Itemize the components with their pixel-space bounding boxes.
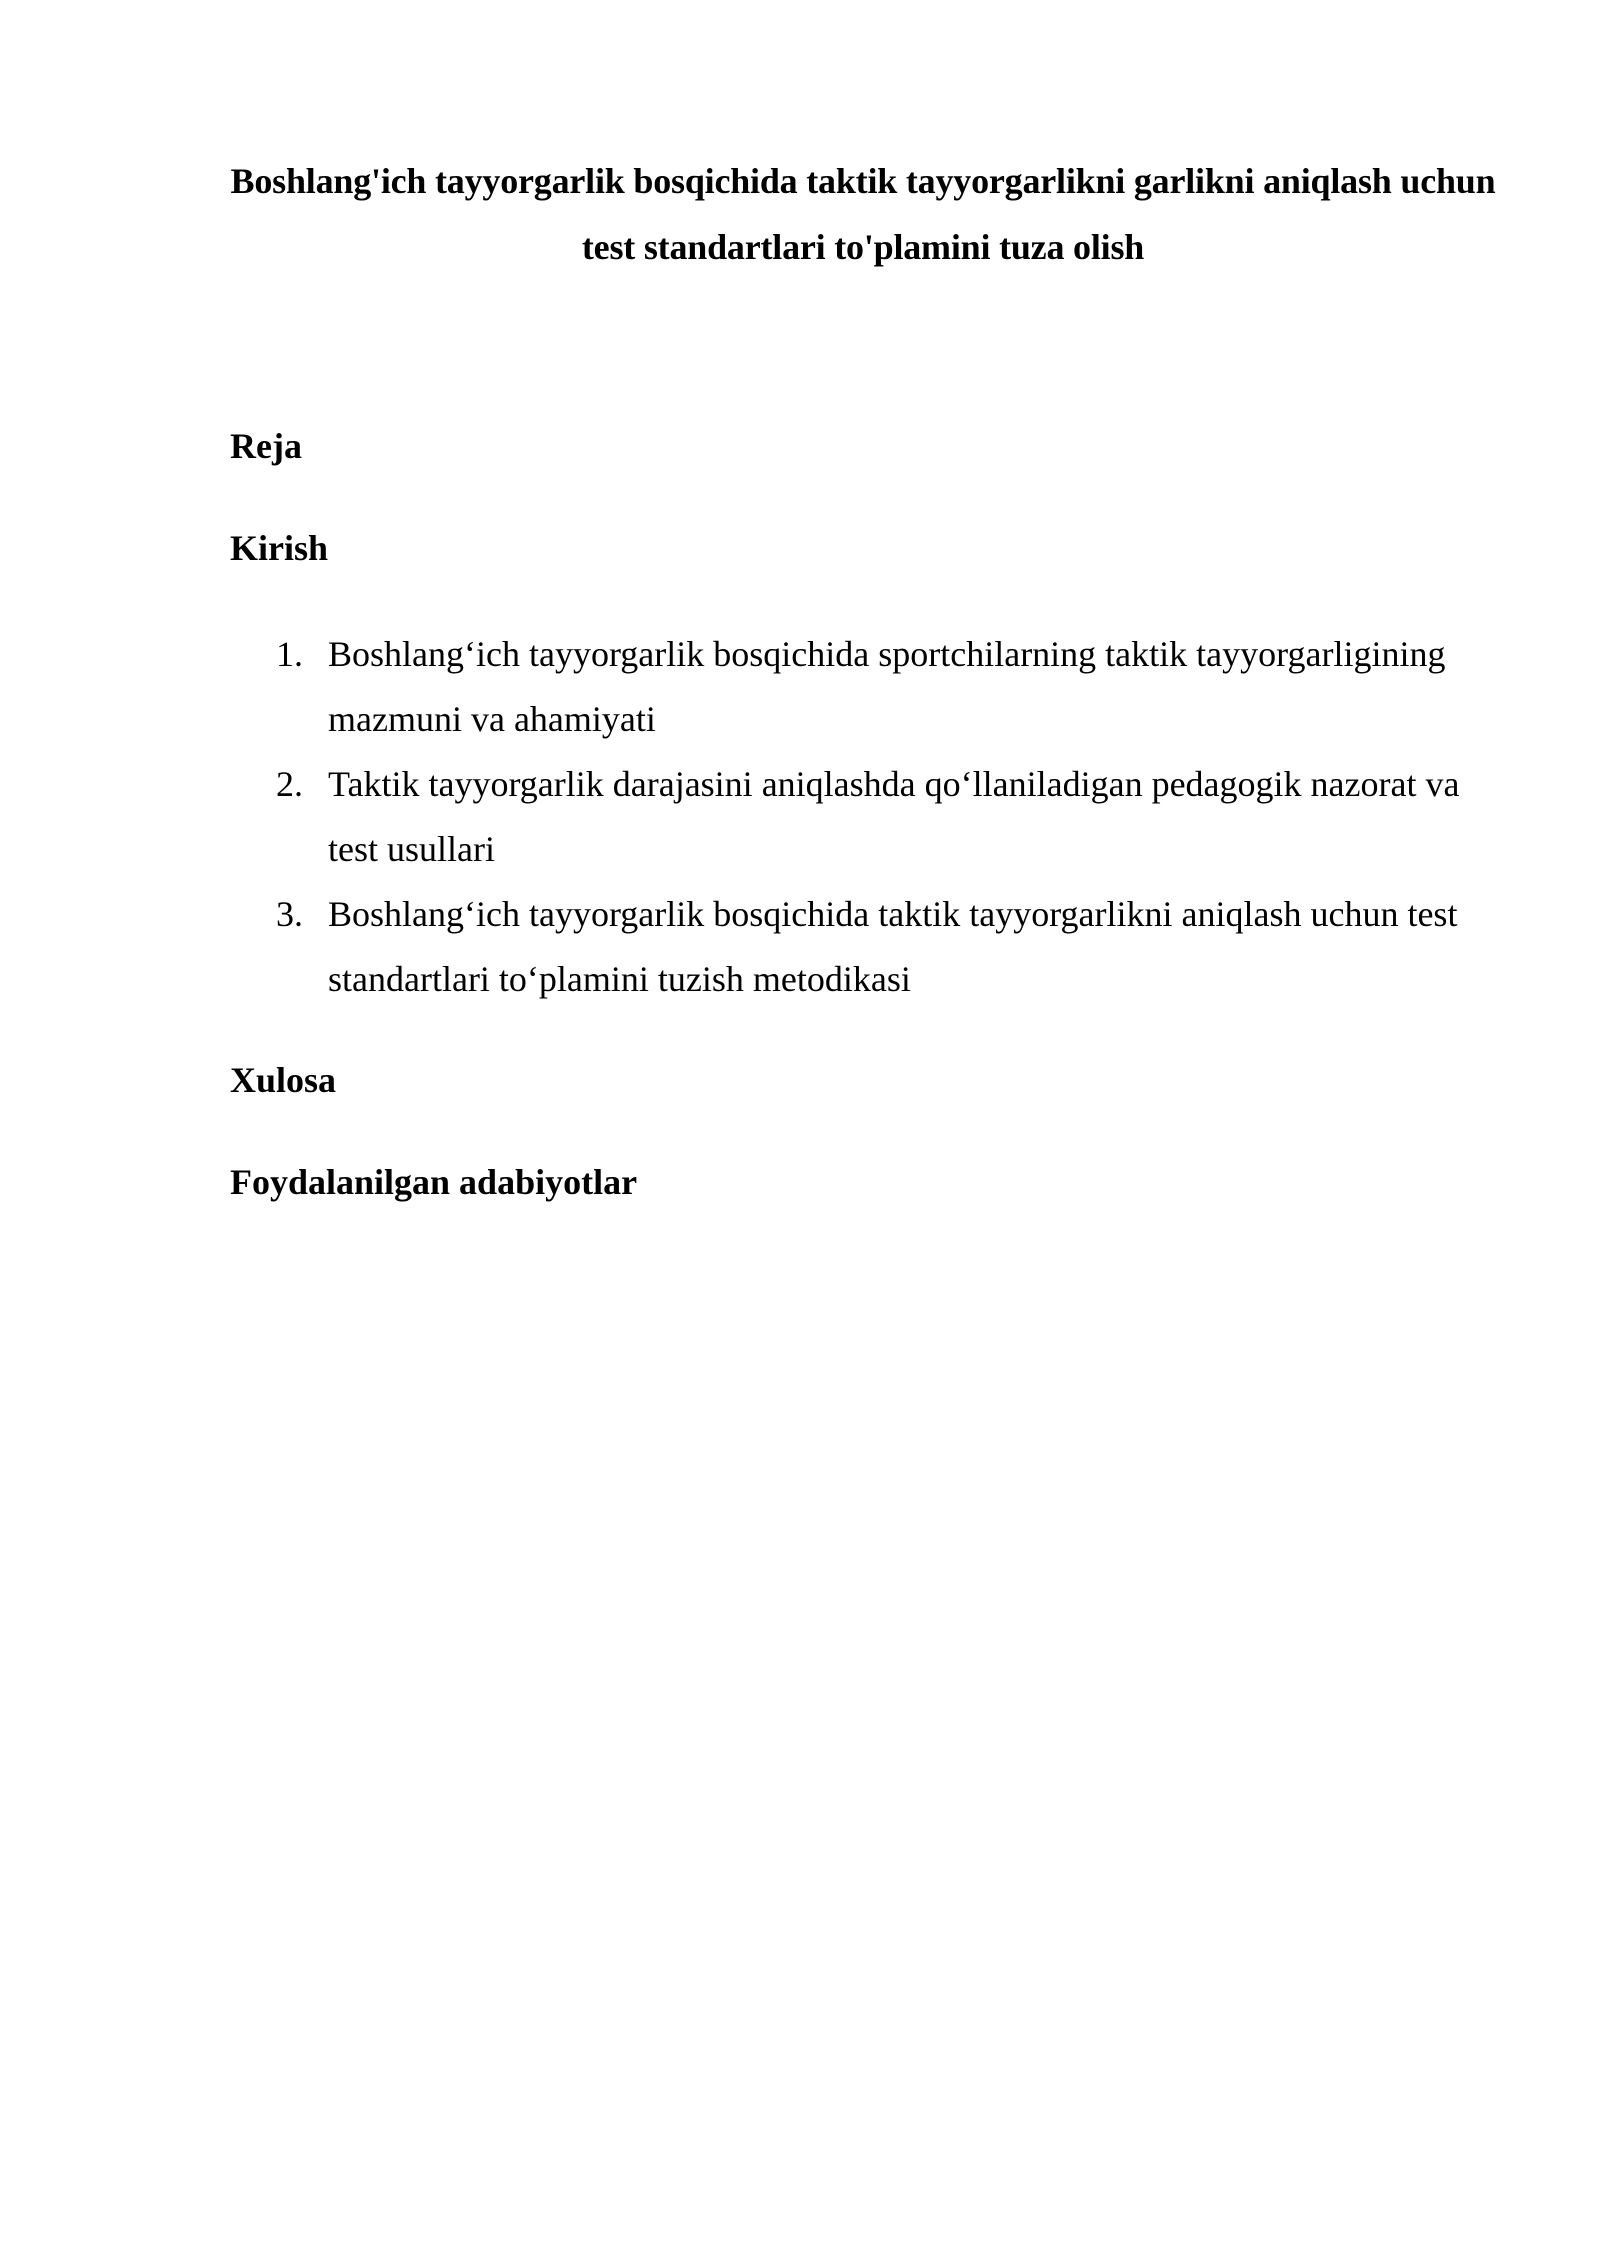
document-title: Boshlang'ich tayyorgarlik bosqichida taktik tayyorgarlikni garlikni aniqlash uchun test standartlari to'plamini tuza olish: [230, 161, 1496, 267]
plan-item-text: Taktik tayyorgarlik darajasini aniqlashda qo‘llaniladigan pedagogik nazorat va test usullari: [328, 764, 1460, 869]
plan-item: [276, 882, 1496, 1012]
plan-item: [276, 622, 1496, 752]
plan-item-number: 3.: [276, 894, 303, 934]
plan-item-number: 1.: [276, 634, 303, 674]
heading-xulosa: Xulosa: [230, 1060, 337, 1100]
plan-item: [276, 752, 1496, 882]
plan-item-number: 2.: [276, 764, 303, 804]
plan-item-text: Boshlang‘ich tayyorgarlik bosqichida sportchilarning taktik tayyorgarligining mazmuni va ahamiyati: [328, 634, 1446, 739]
plan-item-text: Boshlang‘ich tayyorgarlik bosqichida taktik tayyorgarlikni aniqlash uchun test standartlari to‘plamini tuzish metodikasi: [328, 894, 1458, 999]
heading-reja: Reja: [230, 426, 302, 466]
heading-foydalanilgan-adabiyotlar: Foydalanilgan adabiyotlar: [230, 1162, 638, 1202]
plan-list: [276, 622, 1496, 1012]
heading-kirish: Kirish: [230, 528, 329, 568]
